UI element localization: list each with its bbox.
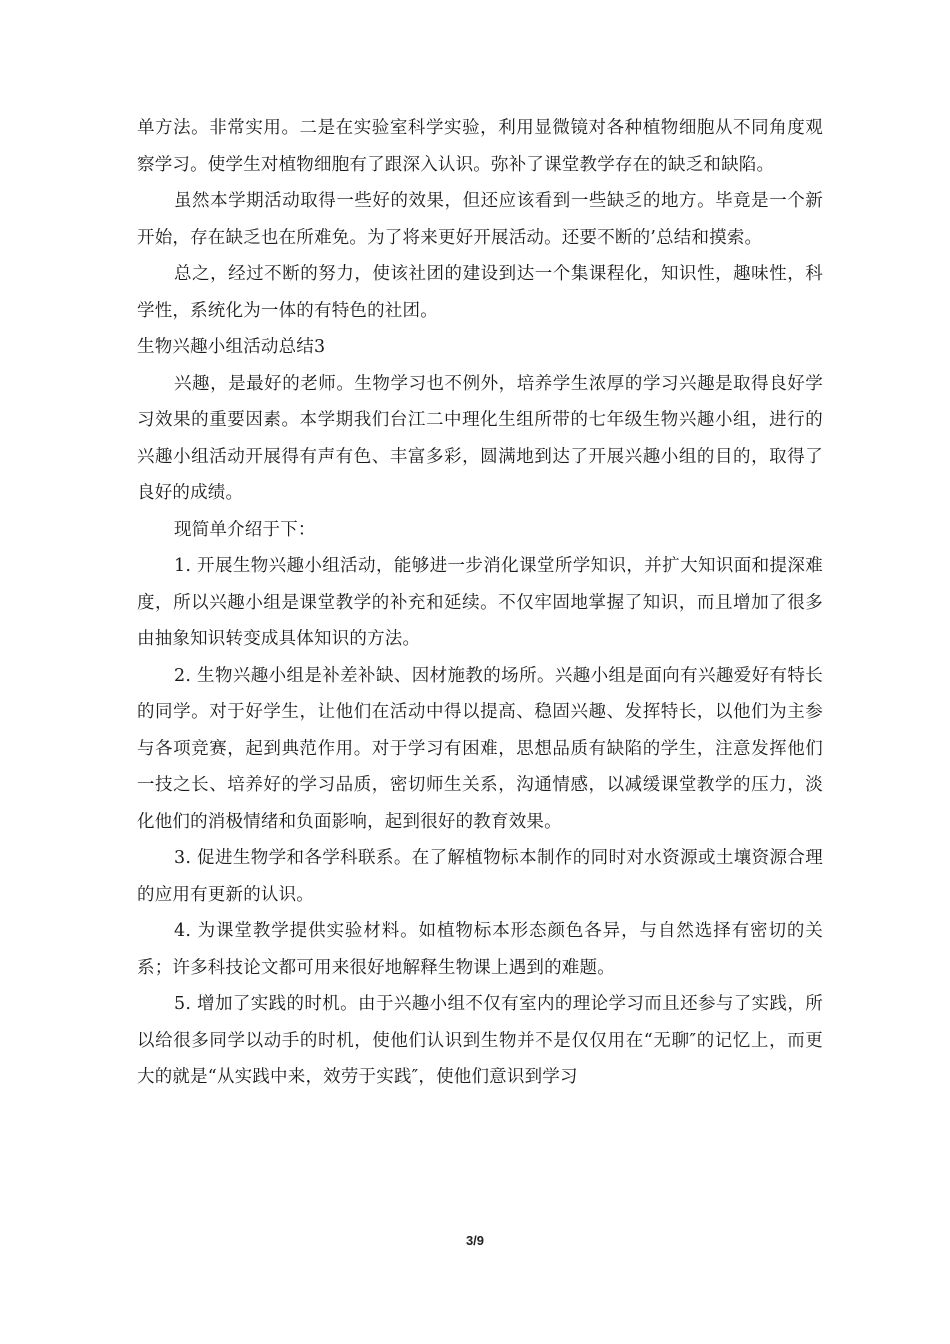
paragraph-conclusion: 总之，经过不断的努力，使该社团的建设到达一个集课程化，知识性，趣味性，科学性，系统化为一体的有特色的社团。 bbox=[137, 264, 823, 321]
list-item-2: 2. 生物兴趣小组是补差补缺、因材施教的场所。兴趣小组是面向有兴趣爱好有特长的同学。对于好学生，让他们在活动中得以提高、稳固兴趣、发挥特长，以他们为主参与各项竞赛，起到典范作用。对于学习有困难，思想品质有缺陷的学生，注意发挥他们一技之长、培养好的学习品质，密切师生关系，沟通情感，以减缓课堂教学的压力，淡化他们的消极情绪和负面影响，起到很好的教育效果。 bbox=[137, 665, 823, 832]
paragraph-shortcomings: 虽然本学期活动取得一些好的效果，但还应该看到一些缺乏的地方。毕竟是一个新开始，存在缺乏也在所难免。为了将来更好开展活动。还要不断的’总结和摸索。 bbox=[137, 191, 823, 248]
list-item-4: 4. 为课堂教学提供实验材料。如植物标本形态颜色各异，与自然选择有密切的关系；许多科技论文都可用来很好地解释生物课上遇到的难题。 bbox=[137, 921, 823, 978]
list-item-1: 1. 开展生物兴趣小组活动，能够进一步消化课堂所学知识，并扩大知识面和提深难度，所以兴趣小组是课堂教学的补充和延续。不仅牢固地掌握了知识，而且增加了很多由抽象知识转变成具体知识的方法。 bbox=[137, 556, 823, 649]
paragraph-continuation: 单方法。非常实用。二是在实验室科学实验，利用显微镜对各种植物细胞从不同角度观察学习。使学生对植物细胞有了跟深入认识。弥补了课堂教学存在的缺乏和缺陷。 bbox=[137, 118, 823, 175]
list-item-5: 5. 增加了实践的时机。由于兴趣小组不仅有室内的理论学习而且还参与了实践，所以给很多同学以动手的时机，使他们认识到生物并不是仅仅用在“无聊″的记忆上，而更大的就是“从实践中来，效劳于实践″，使他们意识到学习 bbox=[137, 994, 823, 1087]
section-heading: 生物兴趣小组活动总结3 bbox=[137, 337, 326, 357]
paragraph-interest: 兴趣，是最好的老师。生物学习也不例外，培养学生浓厚的学习兴趣是取得良好学习效果的重要因素。本学期我们台江二中理化生组所带的七年级生物兴趣小组，进行的兴趣小组活动开展得有声有色、丰富多彩，圆满地到达了开展兴趣小组的目的，取得了良好的成绩。 bbox=[137, 373, 823, 503]
page-number: 3/9 bbox=[465, 1233, 485, 1248]
paragraph-intro: 现简单介绍于下： bbox=[174, 519, 316, 540]
list-item-3: 3. 促进生物学和各学科联系。在了解植物标本制作的同时对水资源或土壤资源合理的应用有更新的认识。 bbox=[137, 848, 823, 905]
document-body bbox=[137, 110, 823, 1096]
